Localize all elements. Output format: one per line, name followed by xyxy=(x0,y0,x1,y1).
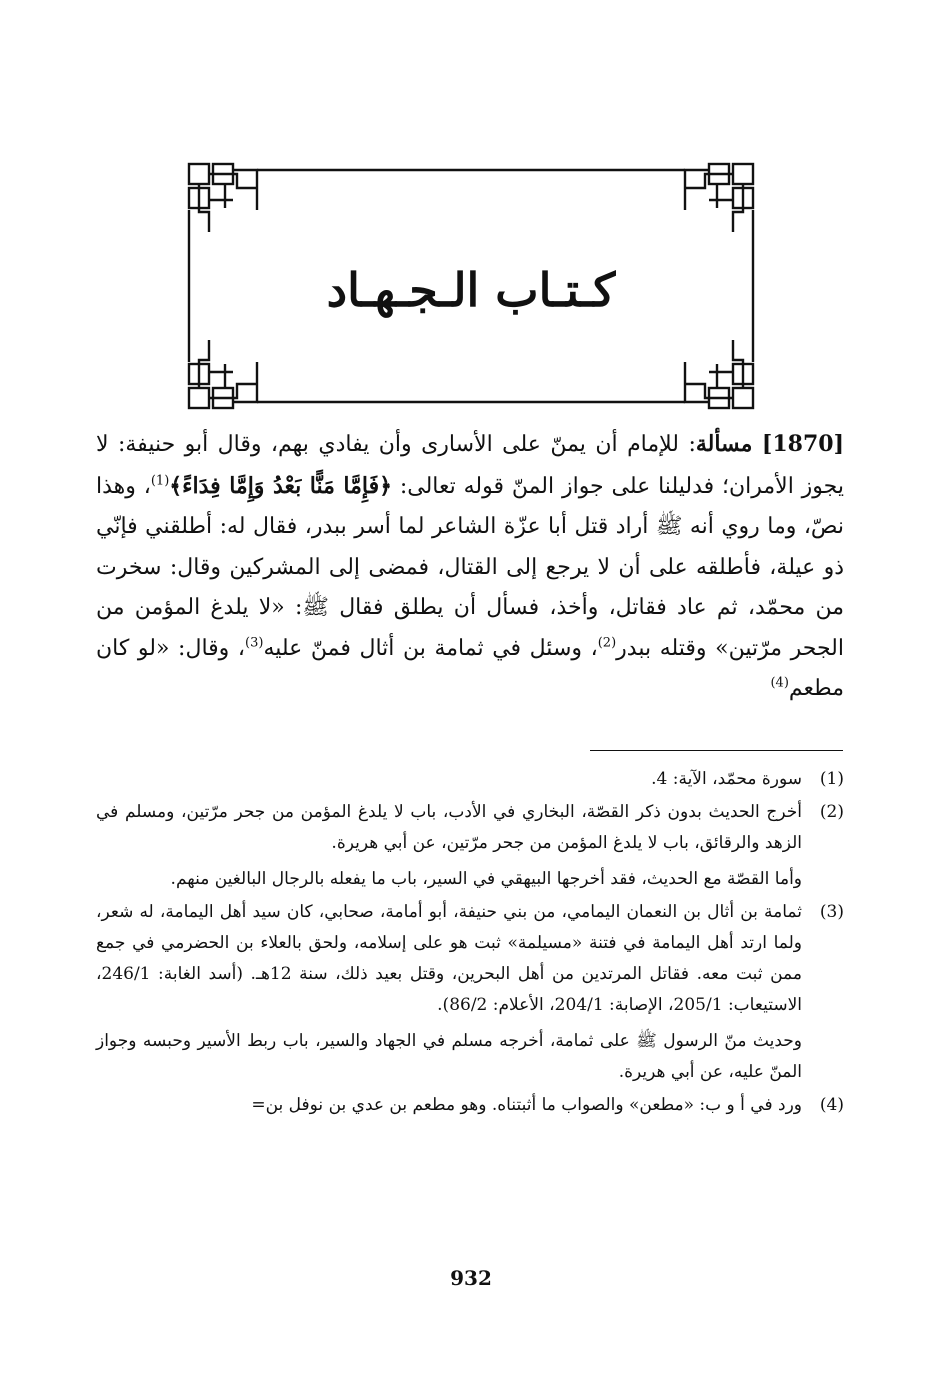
footnote-text: ثمامة بن أثال بن النعمان اليمامي، من بني حنيفة، أبو أمامة، صحابي، كان سيد أهل اليمامة، له شعر، ولما ارتد أهل اليمامة في فتنة «مسيلمة» ثبت هو على إسلامه، ولحق بالعلاء بن الحضرمي في جمع ممن ثبت معه. فقاتل المرتدين من أهل البحرين، وقتل بعيد ذلك، سنة 12هـ. (أسد الغابة: 246/1، الاستيعاب: 205/1، الإصابة: 204/1، الأعلام: 86/2). xyxy=(96,902,802,1015)
footnote-4 xyxy=(96,1090,844,1121)
footnote-number: (2) xyxy=(819,802,844,822)
footnote-text: وأما القصّة مع الحديث، فقد أخرجها البيهقي في السير، باب ما يفعله بالرجال البالغين منهم. xyxy=(170,869,802,889)
footnote-ref-4[interactable]: (4) xyxy=(770,675,789,691)
quran-quote: ﴿فَإِمَّا مَنًّا بَعْدُ وَإِمَّا فِدَاءً﴾ xyxy=(169,472,392,499)
entry-text-part-2: ، وهذا نصّ، وما روي أنه ﷺ أراد قتل أبا عزّة الشاعر لما أسر ببدر، فقال له: أطلقني فإنّي ذو عيلة، فأطلقه على أن لا يرجع إلى القتال، فمضى إلى المشركين وقال: سخرت من محمّد، ثم عاد فقاتل، وأخذ، فسأل أن يطلق فقال ﷺ: «لا يلدغ المؤمن من الجحر مرّتين» وقتله ببدر xyxy=(96,473,844,661)
footnote-ref-2[interactable]: (2) xyxy=(597,635,617,651)
footnote-1 xyxy=(96,764,844,795)
footnote-3 xyxy=(96,897,844,1088)
chapter-title: كـتـاب الـجـهـاد xyxy=(326,263,616,317)
footnote-ref-1[interactable]: (1) xyxy=(150,473,170,489)
chapter-header-frame xyxy=(185,160,757,412)
frame-knot-top-left xyxy=(189,164,257,232)
footnotes xyxy=(96,764,844,1123)
footnote-text: أخرج الحديث بدون ذكر القصّة، البخاري في الأدب، باب لا يلدغ المؤمن من جحر مرّتين، ومسلم في الزهد والرقائق، باب لا يلدغ المؤمن من جحر مرّتين، عن أبي هريرة. xyxy=(96,802,802,853)
footnote-text: وحديث منّ الرسول ﷺ على ثمامة، أخرجه مسلم في الجهاد والسير، باب ربط الأسير وحبسه وجواز المنّ عليه، عن أبي هريرة. xyxy=(96,1031,802,1082)
footnote-ref-3[interactable]: (3) xyxy=(245,635,264,651)
footnote-text: سورة محمّد، الآية: 4. xyxy=(651,769,802,789)
footnote-separator xyxy=(590,750,843,751)
footnote-number: (4) xyxy=(819,1095,844,1115)
entry-text-part-1: : للإمام أن يمنّ على الأسارى وأن يفادي بهم، وقال أبو حنيفة: لا يجوز الأمران؛ فدليلنا على جواز المنّ قوله تعالى: xyxy=(96,432,845,499)
footnote-text: ورد في أ و ب: «مطعن» والصواب ما أثبتناه. وهو مطعم بن عدي بن نوفل بن= xyxy=(251,1095,802,1115)
page-number: 932 xyxy=(450,1266,492,1290)
main-text xyxy=(96,424,844,710)
footnote-2 xyxy=(96,797,844,895)
entry-text-part-3: ، وسئل في ثمامة بن أثال فمنّ عليه xyxy=(263,635,598,661)
footnote-number: (3) xyxy=(819,902,844,922)
entry-text-part-4: ، وقال: «لو كان مطعم xyxy=(96,635,844,701)
entry-number: [1870] xyxy=(761,431,844,457)
frame-knot-bottom-right xyxy=(685,340,753,408)
frame-knot-top-right xyxy=(685,164,753,232)
frame-knot-bottom-left xyxy=(189,340,257,408)
entry-keyword: مسألة xyxy=(695,431,753,457)
footnote-number: (1) xyxy=(819,769,844,789)
